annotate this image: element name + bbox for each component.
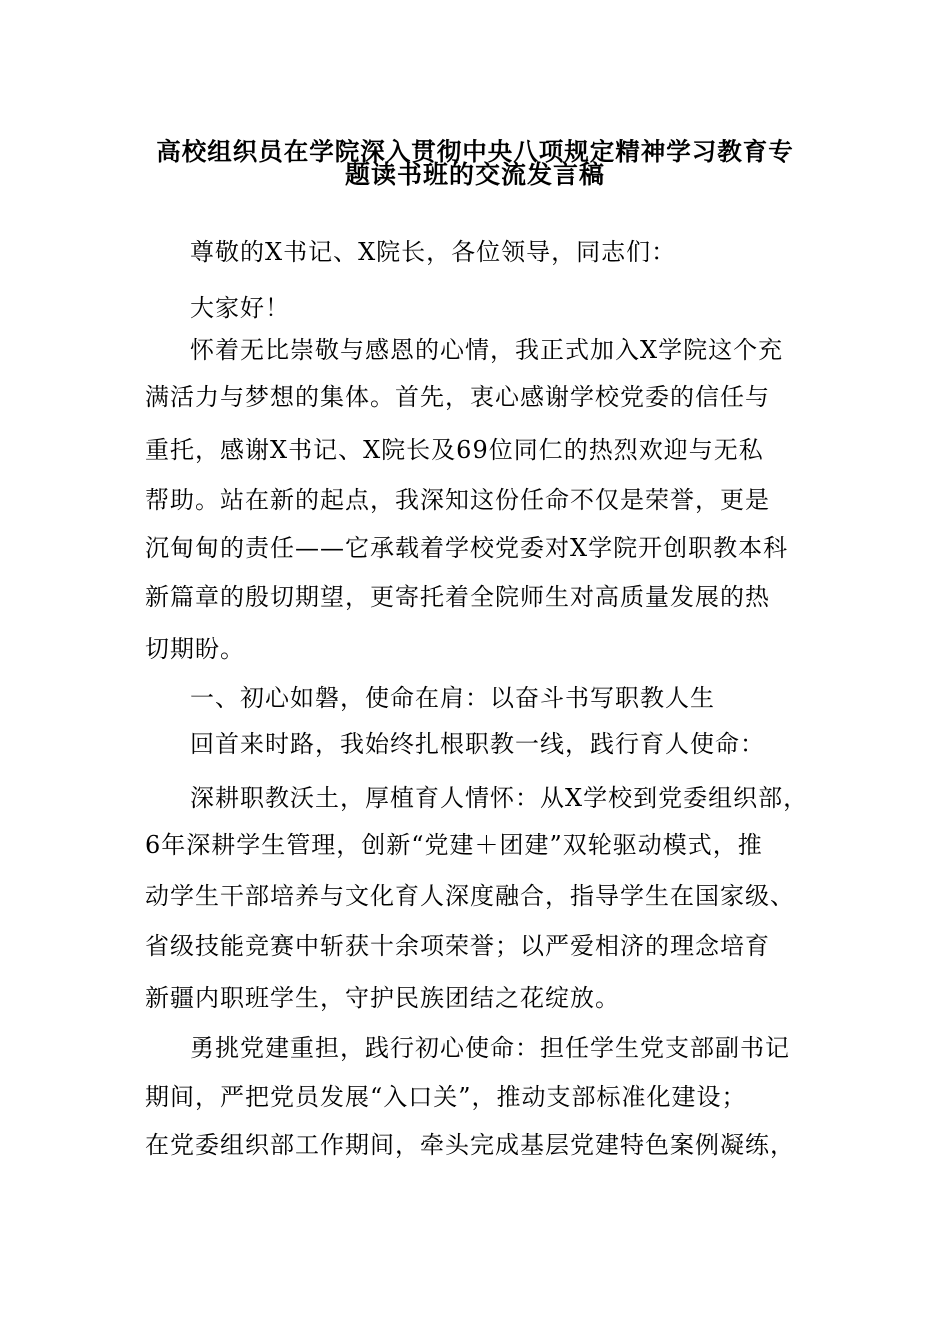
paragraph-line: 切期盼。 <box>145 635 245 663</box>
paragraph-line: 动学生干部培养与文化育人深度融合，指导学生在国家级、 <box>145 882 795 910</box>
paragraph-line: 帮助。站在新的起点，我深知这份任命不仅是荣誉，更是 <box>145 486 770 514</box>
paragraph-line: 期间，严把党员发展“入口关”，推动支部标准化建设； <box>145 1083 747 1111</box>
section-heading: 一、初心如磐，使命在肩：以奋斗书写职教人生 <box>190 684 715 712</box>
paragraph-line: 回首来时路，我始终扎根职教一线，践行育人使命： <box>190 730 765 758</box>
paragraph-line: 沉甸甸的责任——它承载着学校党委对X学院开创职教本科 <box>145 534 789 562</box>
paragraph-line: 6年深耕学生管理，创新“党建＋团建”双轮驱动模式，推 <box>145 831 763 859</box>
paragraph-line: 满活力与梦想的集体。首先，衷心感谢学校党委的信任与 <box>145 383 770 411</box>
paragraph-line: 在党委组织部工作期间，牵头完成基层党建特色案例凝练， <box>145 1131 795 1159</box>
paragraph-line: 怀着无比崇敬与感恩的心情，我正式加入X学院这个充 <box>190 336 784 364</box>
document-title-line-2: 题读书班的交流发言稿 <box>344 160 605 189</box>
greeting: 大家好！ <box>190 294 290 322</box>
paragraph-line: 新篇章的殷切期望，更寄托着全院师生对高质量发展的热 <box>145 583 770 611</box>
paragraph-line: 勇挑党建重担，践行初心使命：担任学生党支部副书记 <box>190 1034 790 1062</box>
paragraph-line: 重托，感谢X书记、X院长及69位同仁的热烈欢迎与无私 <box>145 436 764 464</box>
document-title-line-1: 高校组织员在学院深入贯彻中央八项规定精神学习教育专 <box>156 137 794 166</box>
paragraph-line: 省级技能竞赛中斩获十余项荣誉；以严爱相济的理念培育 <box>145 932 770 960</box>
salutation: 尊敬的X书记、X院长，各位领导，同志们： <box>190 238 677 266</box>
paragraph-line: 新疆内职班学生，守护民族团结之花绽放。 <box>145 984 620 1012</box>
paragraph-line: 深耕职教沃土，厚植育人情怀：从X学校到党委组织部， <box>190 784 809 812</box>
